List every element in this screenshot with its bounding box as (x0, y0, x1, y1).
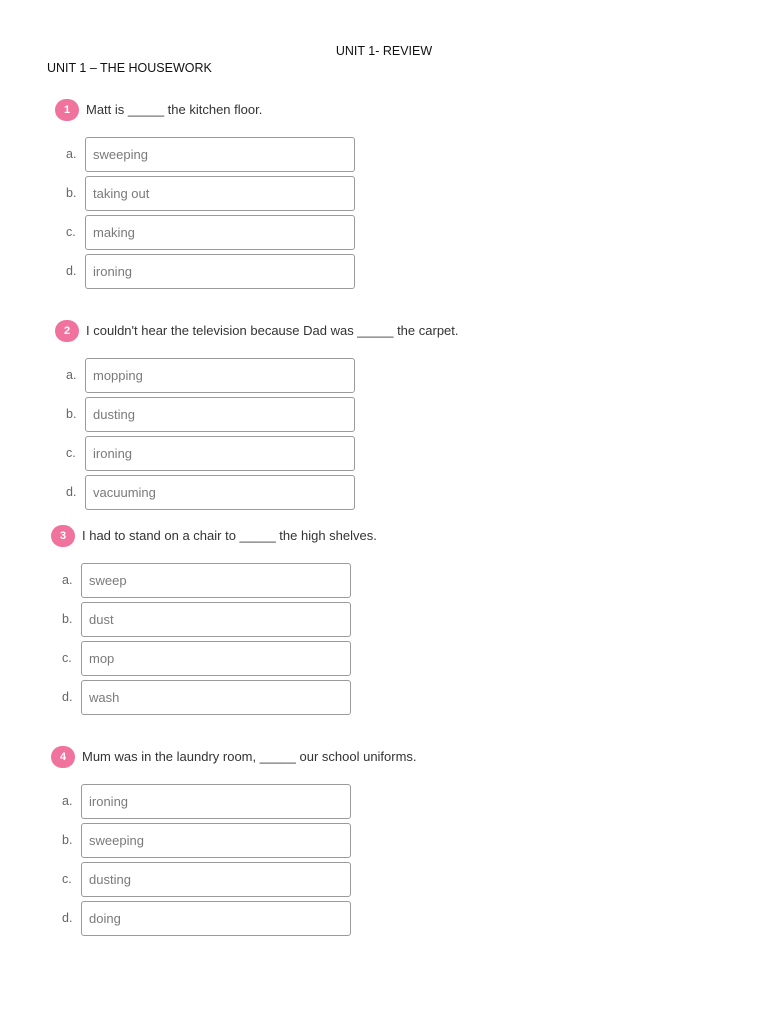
option-box[interactable] (85, 358, 355, 393)
document-title: UNIT 1- REVIEW (335, 44, 433, 58)
option-letter: c. (62, 872, 72, 886)
option-text: sweeping (93, 147, 148, 162)
option-text: ironing (89, 794, 129, 809)
option-text: wash (89, 690, 120, 705)
question-text: I had to stand on a chair to _____ the high shelves. (82, 528, 377, 543)
option-letter: b. (66, 407, 77, 421)
option-text: dust (89, 612, 114, 627)
section-title: UNIT 1 – THE HOUSEWORK (47, 61, 212, 75)
option-text: ironing (93, 264, 133, 279)
option-box[interactable] (81, 680, 351, 715)
option-text: mop (89, 651, 115, 666)
question-number-badge: 2 (55, 320, 79, 342)
option-box[interactable] (85, 475, 355, 510)
option-letter: a. (66, 147, 77, 161)
option-box[interactable] (85, 137, 355, 172)
option-letter: c. (66, 446, 76, 460)
option-text: doing (89, 911, 121, 926)
option-box[interactable] (81, 823, 351, 858)
option-box[interactable] (85, 215, 355, 250)
question-text: Mum was in the laundry room, _____ our school uniforms. (82, 749, 417, 764)
option-text: taking out (93, 186, 150, 201)
option-box[interactable] (81, 602, 351, 637)
option-text: sweep (89, 573, 127, 588)
option-letter: b. (66, 186, 77, 200)
option-letter: d. (62, 911, 73, 925)
option-text: dusting (93, 407, 135, 422)
option-text: ironing (93, 446, 133, 461)
option-box[interactable] (85, 436, 355, 471)
option-letter: c. (66, 225, 76, 239)
option-box[interactable] (81, 901, 351, 936)
option-box[interactable] (81, 784, 351, 819)
option-text: vacuuming (93, 485, 156, 500)
option-box[interactable] (81, 862, 351, 897)
question-text: Matt is _____ the kitchen floor. (86, 102, 263, 117)
option-text: mopping (93, 368, 143, 383)
question-number-badge: 4 (51, 746, 75, 768)
question-text: I couldn't hear the television because Dad was _____ the carpet. (86, 323, 459, 338)
option-letter: a. (62, 573, 73, 587)
option-box[interactable] (85, 254, 355, 289)
question-number-badge: 3 (51, 525, 75, 547)
option-text: sweeping (89, 833, 144, 848)
option-letter: d. (62, 690, 73, 704)
option-text: dusting (89, 872, 131, 887)
option-box[interactable] (81, 641, 351, 676)
option-box[interactable] (85, 397, 355, 432)
option-letter: a. (62, 794, 73, 808)
option-box[interactable] (85, 176, 355, 211)
option-letter: d. (66, 485, 77, 499)
option-letter: c. (62, 651, 72, 665)
option-text: making (93, 225, 135, 240)
question-number-badge: 1 (55, 99, 79, 121)
option-letter: b. (62, 833, 73, 847)
option-letter: b. (62, 612, 73, 626)
option-letter: a. (66, 368, 77, 382)
option-box[interactable] (81, 563, 351, 598)
option-letter: d. (66, 264, 77, 278)
